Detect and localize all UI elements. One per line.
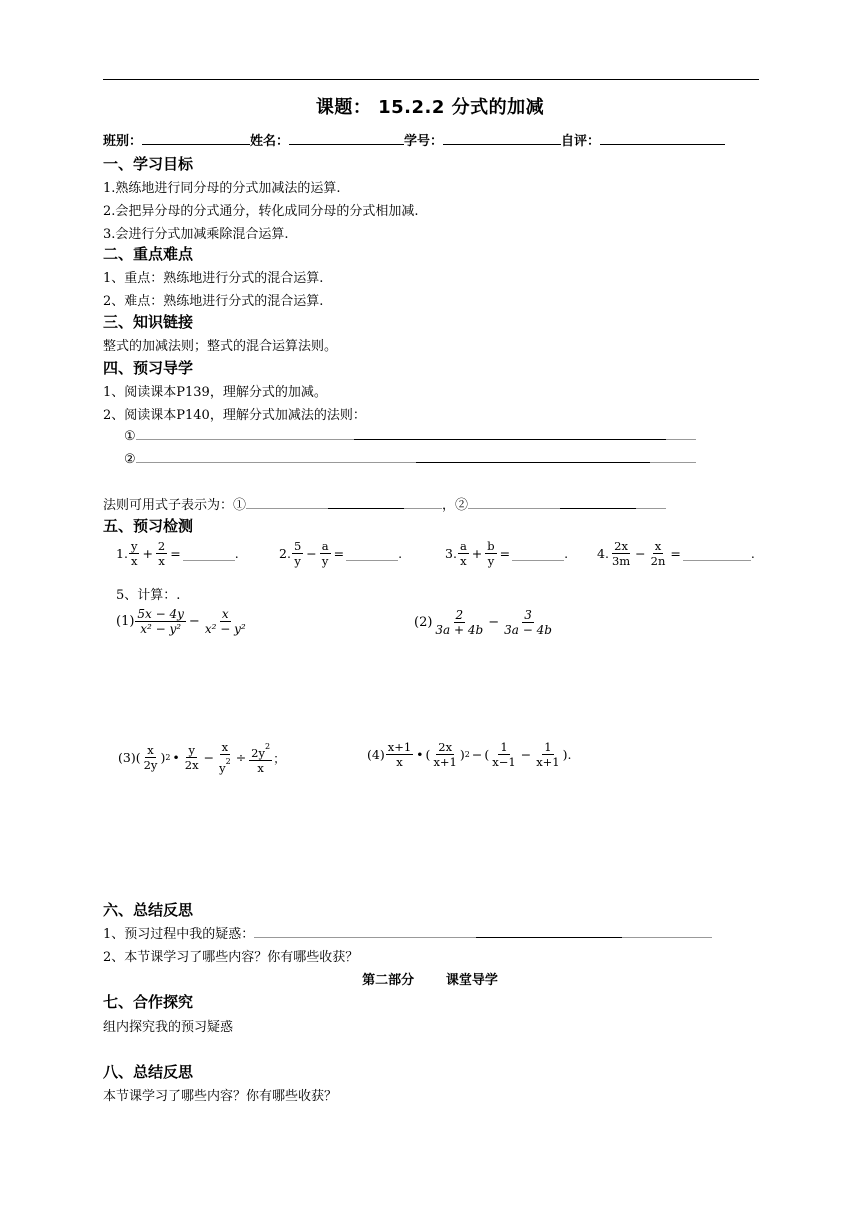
rule-formula-label: 法则可用式子表示为：① — [103, 498, 247, 513]
numerator: y — [188, 743, 195, 757]
numerator: a — [321, 539, 329, 553]
punctuation: . — [567, 747, 572, 762]
section-3-heading: 三、知识链接 — [103, 313, 194, 331]
denominator: x — [460, 554, 467, 568]
denominator: x — [257, 761, 264, 775]
problem-2-label: 2. — [279, 546, 291, 561]
operator: • — [172, 750, 180, 765]
calc-3 — [118, 740, 286, 775]
calc-1-label: (1) — [116, 614, 135, 629]
numerator: 5x − 4y — [137, 607, 184, 621]
rule-2-blank-b[interactable] — [416, 450, 650, 463]
goal-3: 3.会进行分式加减乘除混合运算. — [103, 227, 289, 242]
denominator: y — [321, 554, 329, 568]
answer-3-blank[interactable] — [512, 546, 564, 561]
denominator: 3a − 4b — [504, 623, 552, 637]
goal-1: 1.熟练地进行同分母的分式加减法的运算. — [103, 181, 341, 196]
numerator: x+1 — [387, 740, 412, 754]
fraction — [431, 740, 458, 769]
exponent: 2 — [165, 753, 171, 762]
fraction — [490, 740, 517, 769]
numerator — [249, 740, 272, 761]
exponent: 2 — [225, 757, 231, 766]
fraction — [458, 539, 469, 568]
denominator: y — [487, 554, 495, 568]
numerator: 2x — [438, 740, 453, 754]
rule-2-blank-a[interactable] — [136, 450, 416, 463]
operator: • — [416, 747, 424, 762]
problem-3-label: 3. — [445, 546, 457, 561]
denominator: x+1 — [536, 755, 560, 769]
numerator: x — [221, 607, 229, 621]
formula-2-blank-b[interactable] — [560, 496, 636, 509]
doubt-blank-a[interactable] — [254, 925, 476, 938]
circle-one: ① — [124, 429, 136, 444]
preview-item-1: 1、阅读课本P139，理解分式的加减。 — [103, 385, 327, 400]
denominator: x — [396, 755, 403, 769]
denominator: 2y — [143, 758, 158, 772]
paren: ( — [425, 747, 431, 762]
calc-2 — [414, 608, 555, 637]
top-rule — [103, 79, 759, 80]
numerator: 1 — [544, 740, 552, 754]
denominator: x² − y² — [204, 622, 246, 636]
fraction — [502, 608, 554, 637]
section-1-heading: 一、学习目标 — [103, 155, 194, 173]
operator: ÷ — [235, 750, 247, 765]
fraction — [386, 740, 413, 769]
equals-sign: = — [499, 546, 511, 561]
calc-1 — [116, 607, 249, 636]
numerator: 2x — [614, 539, 628, 553]
denominator: x² − y² — [140, 622, 182, 636]
problem-1-label: 1. — [116, 546, 128, 561]
problem-2: 2. $\frac{5}{y}$ − $\frac{a}{y}$ = . — [279, 539, 403, 568]
knowledge-link-text: 整式的加减法则；整式的混合运算法则。 — [103, 339, 338, 354]
fraction — [485, 539, 496, 568]
formula-2-blank-a[interactable] — [468, 496, 560, 509]
fraction — [249, 740, 272, 775]
doubt-line — [103, 923, 712, 942]
difficult-point: 2、难点：熟练地进行分式的混合运算. — [103, 294, 324, 309]
paren: ) — [160, 750, 166, 765]
operator: − — [488, 615, 500, 630]
operator: − — [635, 546, 646, 561]
fraction — [203, 607, 248, 636]
numerator: y — [130, 539, 138, 553]
rule-2-blank-c[interactable] — [650, 450, 696, 463]
calc-label: 5、计算：. — [116, 588, 181, 603]
denominator: x+1 — [433, 755, 457, 769]
fraction — [320, 539, 331, 568]
fraction — [183, 743, 201, 772]
equals-sign: = — [333, 546, 345, 561]
circle-two: ② — [124, 452, 136, 467]
section-6-heading: 六、总结反思 — [103, 901, 194, 919]
page-title: 课题： 15.2.2 分式的加减 — [315, 97, 545, 118]
numerator-base: 2y — [251, 746, 265, 760]
answer-4-blank[interactable] — [683, 546, 751, 561]
denominator: 2x — [184, 758, 199, 772]
formula-1-blank-a[interactable] — [246, 496, 328, 509]
self-eval-label: 自评： — [561, 134, 601, 149]
fraction — [649, 539, 668, 568]
denominator: 3m — [611, 554, 631, 568]
class-label: 班别： — [103, 134, 143, 149]
paren: ( — [135, 750, 141, 765]
paren: ( — [484, 747, 490, 762]
equals-sign: = — [670, 546, 681, 561]
doubt-label: 1、预习过程中我的疑惑： — [103, 927, 255, 942]
class-field[interactable] — [142, 132, 250, 145]
problem-1: 1. $\frac{y}{x}$ + $\frac{2}{x}$ = . — [116, 539, 239, 568]
name-field[interactable] — [289, 132, 404, 145]
fraction — [129, 539, 140, 568]
rule-1-blank-b[interactable] — [354, 427, 666, 440]
numerator: 3 — [524, 608, 532, 622]
denominator: x — [158, 554, 165, 568]
rule-formula-line — [103, 494, 666, 513]
denominator: 3a + 4b — [435, 623, 484, 637]
answer-1-blank[interactable] — [183, 546, 235, 561]
denominator: y — [294, 554, 301, 568]
fraction — [135, 607, 186, 636]
calc-3-label: (3) — [118, 750, 136, 765]
fraction — [534, 740, 561, 769]
equals-sign: = — [170, 546, 181, 561]
problem-4-label: 4. — [597, 546, 609, 561]
rule-1-blank-c[interactable] — [666, 427, 696, 440]
operator: − — [188, 614, 200, 629]
problem-3: 3. $\frac{a}{x}$ + $\frac{b}{y}$ = . — [445, 539, 569, 568]
key-point: 1、重点：熟练地进行分式的混合运算. — [103, 271, 324, 286]
numerator: x — [654, 539, 662, 553]
rule-line-2 — [124, 450, 696, 467]
numerator: x — [221, 740, 229, 754]
operator: + — [471, 546, 483, 561]
self-eval-field[interactable] — [600, 132, 725, 145]
denominator: x — [130, 554, 138, 568]
name-label: 姓名： — [250, 134, 290, 149]
operator: + — [142, 546, 153, 561]
answer-2-blank[interactable] — [346, 546, 398, 561]
numerator: a — [459, 539, 467, 553]
rule-line-1 — [124, 427, 696, 444]
section-2-heading: 二、重点难点 — [103, 245, 194, 263]
numerator: 1 — [500, 740, 508, 754]
calc-4 — [367, 740, 572, 769]
exponent: 2 — [265, 742, 271, 751]
id-label: 学号： — [404, 134, 444, 149]
section-4-heading: 四、预习导学 — [103, 359, 194, 377]
fraction — [610, 539, 632, 568]
fraction — [433, 608, 485, 637]
info-row — [103, 130, 725, 149]
punctuation: ； — [273, 750, 286, 766]
problem-4: 4. $\frac{2x}{3m}$ − $\frac{x}{2n}$ = . — [597, 539, 755, 568]
numerator: b — [487, 539, 495, 553]
fraction — [142, 743, 160, 772]
fraction — [292, 539, 303, 568]
summary-question: 2、本节课学习了哪些内容？你有哪些收获？ — [103, 950, 359, 965]
section-5-heading: 五、预习检测 — [103, 517, 194, 535]
numerator: x — [147, 743, 154, 757]
operator: − — [203, 750, 215, 765]
fraction — [156, 539, 167, 568]
denominator — [217, 755, 233, 775]
denominator: x−1 — [492, 755, 516, 769]
goal-2: 2.会把异分母的分式通分，转化成同分母的分式相加减. — [103, 204, 419, 219]
formula-1-blank-b[interactable] — [328, 496, 404, 509]
final-reflection-text: 本节课学习了哪些内容？你有哪些收获？ — [103, 1089, 338, 1104]
cooperation-text: 组内探究我的预习疑惑 — [103, 1020, 234, 1035]
part-two-heading: 第二部分 课堂导学 — [362, 973, 498, 988]
calc-2-label: (2) — [414, 615, 433, 630]
paren: ) — [562, 747, 568, 762]
calc-4-label: (4) — [367, 747, 385, 762]
numerator: 2 — [157, 539, 166, 553]
section-7-heading: 七、合作探究 — [103, 993, 194, 1011]
formula-1-blank-c[interactable] — [404, 496, 442, 509]
operator: − — [520, 747, 532, 762]
operator: − — [471, 747, 483, 762]
numerator: 5 — [293, 539, 302, 553]
fraction — [217, 740, 233, 775]
id-field[interactable] — [443, 132, 561, 145]
denominator-base: y — [219, 761, 226, 775]
rule-1-blank-a[interactable] — [136, 427, 354, 440]
formula-2-blank-c[interactable] — [636, 496, 666, 509]
numerator: 2 — [455, 608, 464, 622]
doubt-blank-b[interactable] — [476, 925, 622, 938]
doubt-blank-c[interactable] — [622, 925, 712, 938]
paren: ) — [459, 747, 465, 762]
section-8-heading: 八、总结反思 — [103, 1063, 194, 1081]
exponent: 2 — [464, 750, 470, 759]
rule-formula-sep: ，② — [442, 498, 469, 513]
preview-item-2: 2、阅读课本P140，理解分式加减法的法则： — [103, 408, 366, 423]
denominator: 2n — [650, 554, 666, 568]
operator: − — [306, 546, 317, 561]
